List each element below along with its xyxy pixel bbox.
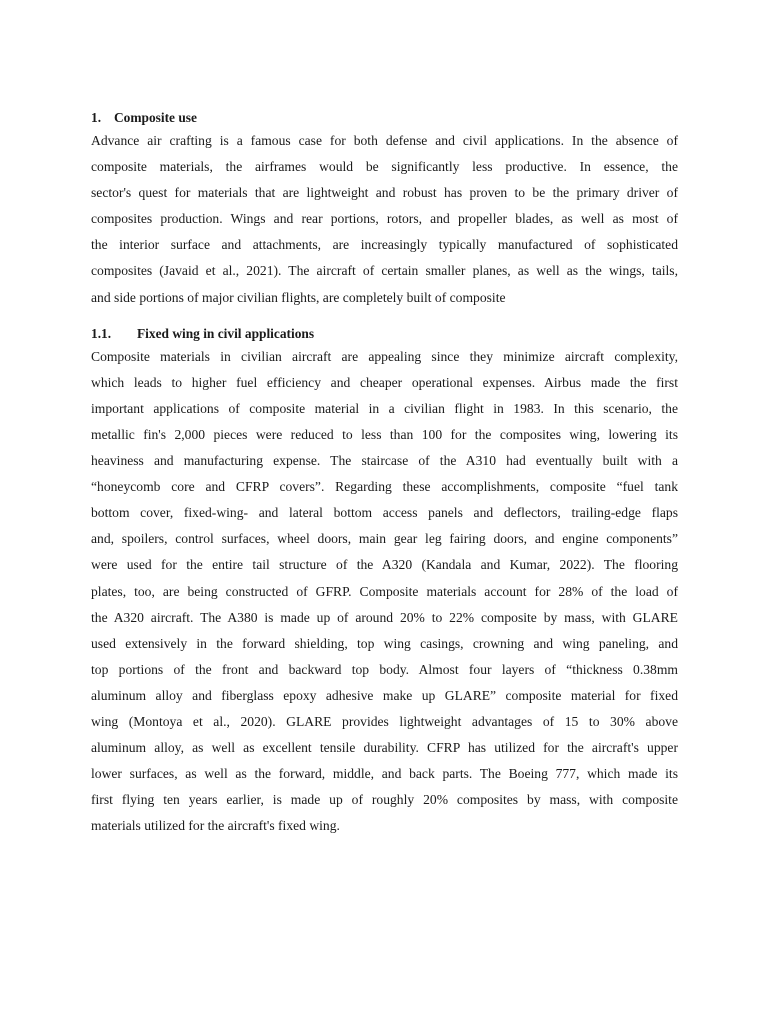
paragraph-line: materials utilized for the aircraft's fixed wing. (91, 818, 340, 834)
paragraph-line: the interior surface and attachments, are increasingly typically manufactured of sophisticated (91, 237, 678, 253)
paragraph-line: plates, too, are being constructed of GFRP. Composite materials account for 28% of the load of (91, 583, 678, 599)
paragraph-line: lower surfaces, as well as the forward, middle, and back parts. The Boeing 777, which made its (91, 766, 678, 782)
paragraph-line: which leads to higher fuel efficiency and cheaper operational expenses. Airbus made the first (91, 374, 678, 390)
paragraph-line: and, spoilers, control surfaces, wheel doors, main gear leg fairing doors, and engine components” (91, 531, 678, 547)
paragraph-line: wing (Montoya et al., 2020). GLARE provides lightweight advantages of 15 to 30% above (91, 713, 678, 729)
paragraph-line: first flying ten years earlier, is made up of roughly 20% composites by mass, with composite (91, 792, 678, 808)
paragraph-line: composite materials, the airframes would be significantly less productive. In essence, the (91, 159, 678, 175)
paragraph-line: important applications of composite material in a civilian flight in 1983. In this scenario, the (91, 400, 678, 416)
paragraph-line: top portions of the front and backward top body. Almost four layers of “thickness 0.38mm (91, 661, 678, 677)
section-1-1-paragraph (91, 344, 678, 840)
paragraph-line: composites production. Wings and rear portions, rotors, and propeller blades, as well as most of (91, 211, 678, 227)
paragraph-line: were used for the entire tail structure of the A320 (Kandala and Kumar, 2022). The flooring (91, 557, 678, 573)
paragraph-line: bottom cover, fixed-wing- and lateral bottom access panels and deflectors, trailing-edge flaps (91, 505, 678, 521)
section-number: 1.1. (91, 325, 112, 341)
paragraph-line: and side portions of major civilian flights, are completely built of composite (91, 289, 506, 305)
paragraph-line: Composite materials in civilian aircraft are appealing since they minimize aircraft complexity, (91, 348, 678, 364)
paragraph-line: sector's quest for materials that are lightweight and robust has proven to be the primary driver of (91, 185, 678, 201)
paragraph-line: aluminum alloy, as well as excellent tensile durability. CFRP has utilized for the aircraft's upper (91, 740, 678, 756)
section-1-paragraph (91, 128, 678, 311)
paragraph-line: Advance air crafting is a famous case for both defense and civil applications. In the absence of (91, 133, 678, 148)
section-heading-1 (91, 109, 678, 127)
paragraph-line: the A320 aircraft. The A380 is made up of around 20% to 22% composite by mass, with GLARE (91, 609, 678, 625)
paragraph-line: “honeycomb core and CFRP covers”. Regarding these accomplishments, composite “fuel tank (91, 479, 678, 495)
paragraph-line: used extensively in the forward shielding, top wing casings, crowning and wing paneling, and (91, 635, 678, 651)
paragraph-line: aluminum alloy and fiberglass epoxy adhesive make up GLARE” composite material for fixed (91, 687, 678, 703)
paragraph-line: composites (Javaid et al., 2021). The aircraft of certain smaller planes, as well as the wings, tails, (91, 263, 678, 279)
section-title: Fixed wing in civil applications (137, 325, 315, 341)
section-title: Composite use (114, 110, 197, 125)
paragraph-line: metallic fin's 2,000 pieces were reduced to less than 100 for the composites wing, lowering its (91, 426, 678, 442)
section-heading-1-1 (91, 325, 678, 343)
section-number: 1. (91, 110, 102, 125)
paragraph-line: heaviness and manufacturing expense. The staircase of the A310 had eventually built with a (91, 453, 678, 469)
document-page (91, 108, 678, 839)
